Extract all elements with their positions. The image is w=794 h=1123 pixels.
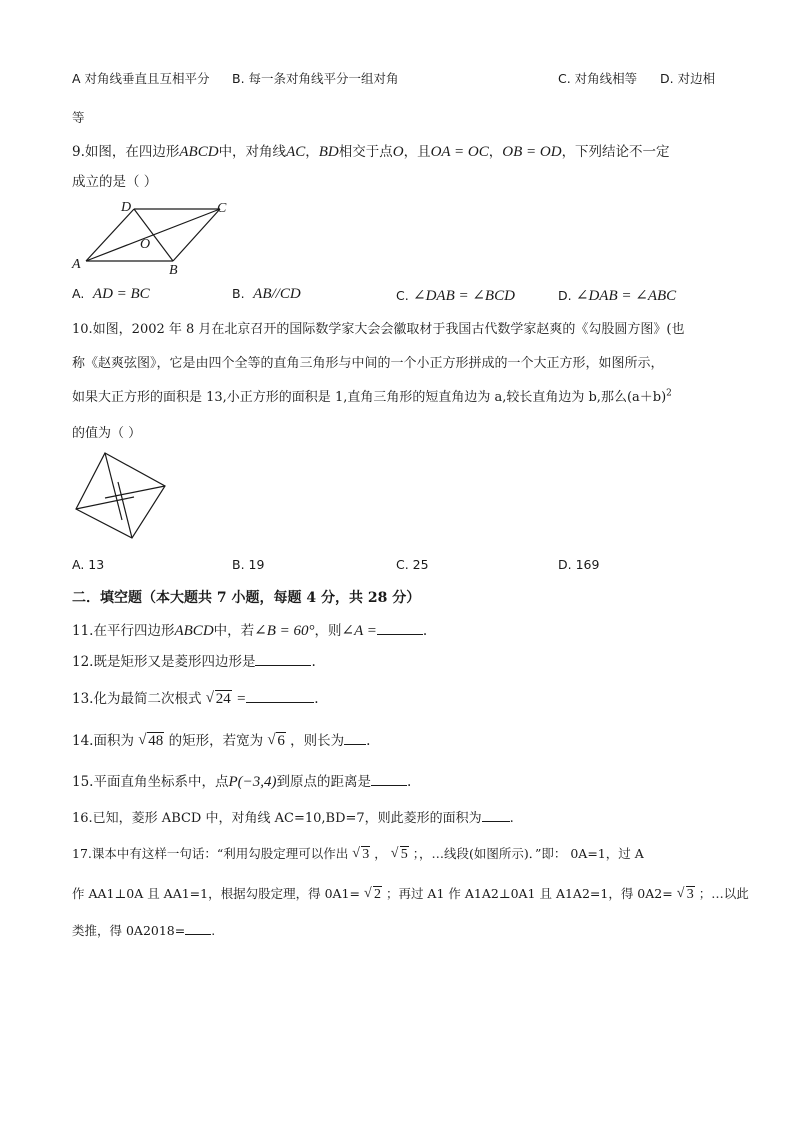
radical-2: √ 2 bbox=[364, 887, 382, 903]
q8-option-a: A 对角线垂直且互相平分 bbox=[72, 71, 210, 86]
q9-text: 中，对角线 bbox=[218, 144, 287, 160]
radical-5: √ 5 bbox=[391, 847, 409, 863]
radical-3: √ 3 bbox=[677, 887, 695, 903]
label-c: C bbox=[217, 201, 227, 216]
radical-6: √ 6 bbox=[267, 733, 286, 750]
answer-blank[interactable] bbox=[344, 732, 366, 745]
answer-blank[interactable] bbox=[371, 773, 407, 786]
q10-option-c: C. 25 bbox=[396, 557, 429, 572]
q9-option-c: C. ∠DAB = ∠BCD bbox=[396, 288, 515, 304]
q14: 14.面积为 √ 48 的矩形，若宽为 √ 6 ，则长为 . bbox=[72, 729, 370, 750]
triangle-line bbox=[118, 482, 132, 538]
answer-blank[interactable] bbox=[377, 622, 423, 635]
q17-line1: 17.课本中有这样一句话：“利用勾股定理可以作出 √ 3 ， √ 5 ；，…线段(如图所示)．”即： 0A=1，过 A bbox=[72, 844, 644, 863]
q9-text: ， bbox=[488, 144, 503, 160]
q9-point-o: O bbox=[392, 144, 404, 160]
q8-option-c: C. 对角线相等 bbox=[558, 71, 638, 86]
q10-option-d: D. 169 bbox=[558, 557, 600, 572]
q9-text: ，下列结论不一定 bbox=[561, 144, 670, 160]
q9-diag-bd: BD bbox=[318, 144, 339, 160]
q17-line2: 作 AA1⊥0A 且 AA1=1，根据勾股定理，得 0A1= √ 2 ；再过 A1 作 A1A2⊥0A1 且 A1A2=1，得 0A2= √ 3 ；…以此 bbox=[72, 884, 749, 903]
q17-line3: 类推，得 0A2018= . bbox=[72, 923, 216, 938]
label-o: O bbox=[140, 237, 151, 252]
q9-diag-ac: AC bbox=[286, 144, 306, 160]
answer-blank[interactable] bbox=[255, 653, 311, 666]
label-a: A bbox=[72, 257, 81, 272]
q9-text: ，且 bbox=[403, 144, 431, 160]
q9-option-a: A. AD = BC bbox=[72, 286, 150, 302]
diagonal-bd bbox=[134, 209, 173, 261]
answer-blank[interactable] bbox=[482, 809, 510, 822]
answer-blank[interactable] bbox=[246, 690, 314, 703]
q9-quad: ABCD bbox=[179, 144, 219, 160]
q10-stem-line4: 的值为（ ） bbox=[72, 426, 142, 441]
label-b: B bbox=[169, 263, 178, 276]
q9-option-b: B. AB//CD bbox=[232, 286, 301, 302]
q8-option-b: B. 每一条对角线平分一组对角 bbox=[232, 71, 399, 86]
triangle-line bbox=[76, 497, 134, 509]
q10-option-b: B. 19 bbox=[232, 557, 265, 572]
exponent: 2 bbox=[666, 388, 672, 399]
section-2-title: 二．填空题（本大题共 7 小题，每题 4 分，共 28 分） bbox=[72, 590, 421, 606]
q9-stem-line1 bbox=[72, 140, 670, 161]
q9-stem-line2: 成立的是（ ） bbox=[72, 174, 158, 190]
q11: 11.在平行四边形ABCD中，若∠B = 60°，则∠A = . bbox=[72, 623, 428, 639]
radical-24: √ 24 bbox=[206, 691, 232, 708]
q9-text: 9.如图，在四边形 bbox=[72, 144, 180, 160]
q16: 16.已知，菱形 ABCD 中，对角线 AC=10,BD=7，则此菱形的面积为 . bbox=[72, 811, 514, 826]
q9-eq1: OA = OC bbox=[430, 144, 489, 160]
q12: 12.既是矩形又是菱形四边形是 . bbox=[72, 654, 316, 670]
side-bc bbox=[173, 209, 220, 261]
q15: 15.平面直角坐标系中，点P(−3,4)到原点的距离是 . bbox=[72, 774, 412, 790]
q9-option-d: D. ∠DAB = ∠ABC bbox=[558, 288, 677, 304]
q10-zhao-shuang-figure bbox=[72, 450, 172, 542]
q13: 13.化为最简二次根式 √ 24 = . bbox=[72, 687, 319, 708]
q10-stem-line3: 如果大正方形的面积是 13,小正方形的面积是 1,直角三角形的短直角边为 a,较长直角边为 b,那么$(a+b)^2$ bbox=[72, 388, 672, 405]
q10-stem-line1: 10.如图，2002 年 8 月在北京召开的国际数学家大会会徽取材于我国古代数学家赵爽的《勾股圆方图》(也 bbox=[72, 322, 685, 337]
radical-48: √ 48 bbox=[138, 733, 164, 750]
q9-text: 相交于点 bbox=[338, 144, 393, 160]
side-da bbox=[86, 209, 134, 261]
q8-option-d: D. 对边相 bbox=[660, 71, 716, 86]
radical-3: √ 3 bbox=[352, 847, 370, 863]
q9-eq2: OB = OD bbox=[502, 144, 562, 160]
label-d: D bbox=[121, 200, 132, 215]
q9-parallelogram-figure bbox=[68, 196, 238, 276]
q9-text: ， bbox=[305, 144, 319, 160]
answer-blank[interactable] bbox=[185, 922, 211, 935]
q10-stem-line2: 称《赵爽弦图》，它是由四个全等的直角三角形与中间的一个小正方形拼成的一个大正方形，如图所示， bbox=[72, 356, 664, 371]
q10-option-a: A. 13 bbox=[72, 557, 105, 572]
q8-option-d-continued: 等 bbox=[72, 110, 85, 125]
